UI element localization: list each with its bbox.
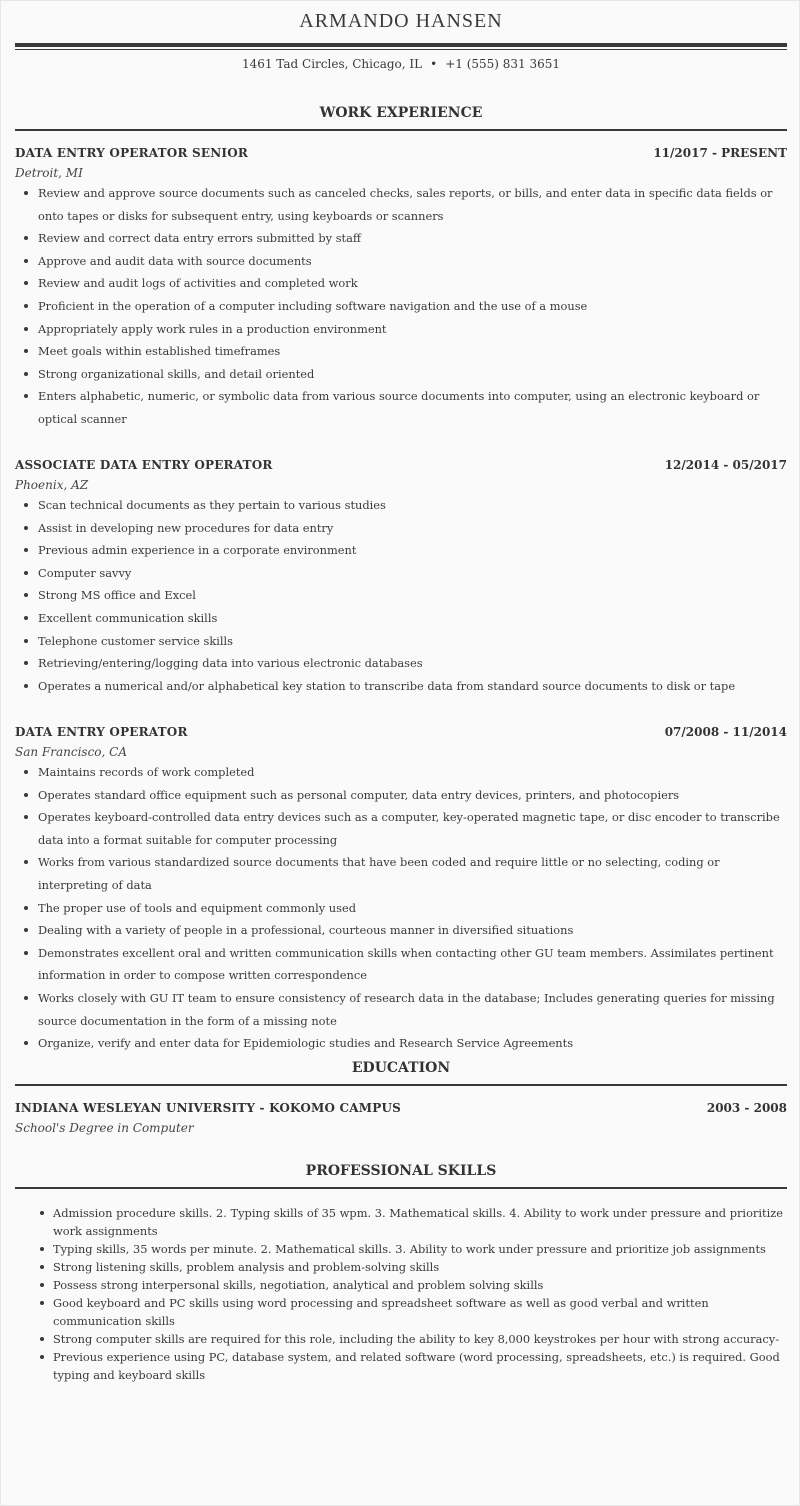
address: 1461 Tad Circles, Chicago, IL bbox=[241, 57, 423, 71]
job-bullet: Telephone customer service skills bbox=[15, 630, 787, 653]
candidate-name: ARMANDO HANSEN bbox=[299, 10, 503, 32]
job-entry bbox=[15, 725, 787, 1055]
skill-item: Strong computer skills are required for this role, including the ability to key 8,000 keystrokes per hour with strong accuracy- bbox=[15, 1330, 787, 1348]
job-bullet: Operates keyboard-controlled data entry devices such as a computer, key-operated magnetic tape, or disc encoder to transcribe data into a format suitable for computer processing bbox=[15, 806, 787, 851]
skill-item: Good keyboard and PC skills using word processing and spreadsheet software as well as good verbal and written communication skills bbox=[15, 1294, 787, 1330]
job-header bbox=[15, 725, 787, 743]
section-rule-work-experience bbox=[15, 129, 787, 131]
job-bullet: Strong MS office and Excel bbox=[15, 584, 787, 607]
job-entry bbox=[15, 458, 787, 697]
job-bullet: Retrieving/entering/logging data into various electronic databases bbox=[15, 652, 787, 675]
job-bullet: Computer savvy bbox=[15, 562, 787, 585]
job-bullet: Organize, verify and enter data for Epidemiologic studies and Research Service Agreements bbox=[15, 1032, 787, 1055]
job-bullet: Assist in developing new procedures for data entry bbox=[15, 517, 787, 540]
skill-item: Admission procedure skills. 2. Typing skills of 35 wpm. 3. Mathematical skills. 4. Ability to work under pressure and prioritize work assignments bbox=[15, 1204, 787, 1240]
job-dates: 11/2017 - PRESENT bbox=[653, 146, 787, 160]
job-dates: 07/2008 - 11/2014 bbox=[664, 725, 787, 739]
job-header bbox=[15, 458, 787, 476]
job-location: Phoenix, AZ bbox=[15, 478, 89, 492]
education-header bbox=[15, 1101, 787, 1119]
phone: +1 (555) 831 3651 bbox=[445, 57, 561, 71]
job-bullet: Review and approve source documents such as canceled checks, sales reports, or bills, and enter data in specific data fields or onto tapes or disks for subsequent entry, using keyboards or scanners bbox=[15, 182, 787, 227]
job-bullet: The proper use of tools and equipment commonly used bbox=[15, 897, 787, 920]
job-bullet: Works closely with GU IT team to ensure consistency of research data in the database; Includes generating queries for missing source documentation in the form of a missing note bbox=[15, 987, 787, 1032]
skills-block bbox=[15, 1204, 787, 1384]
job-bullet: Operates a numerical and/or alphabetical key station to transcribe data from standard source documents to disk or tape bbox=[15, 675, 787, 698]
skill-item: Typing skills, 35 words per minute. 2. Mathematical skills. 3. Ability to work under pressure and prioritize job assignments bbox=[15, 1240, 787, 1258]
job-header bbox=[15, 146, 787, 164]
job-bullet: Maintains records of work completed bbox=[15, 761, 787, 784]
job-bullet: Enters alphabetic, numeric, or symbolic data from various source documents into computer, using an electronic keyboard or optical scanner bbox=[15, 385, 787, 430]
job-bullet: Demonstrates excellent oral and written communication skills when contacting other GU team members. Assimilates pertinent information in order to compose written correspondence bbox=[15, 942, 787, 987]
skill-item: Strong listening skills, problem analysis and problem-solving skills bbox=[15, 1258, 787, 1276]
job-dates: 12/2014 - 05/2017 bbox=[664, 458, 787, 472]
separator-dot: • bbox=[430, 57, 438, 71]
job-bullet: Review and audit logs of activities and completed work bbox=[15, 272, 787, 295]
job-bullet: Appropriately apply work rules in a production environment bbox=[15, 318, 787, 341]
job-location: San Francisco, CA bbox=[15, 745, 128, 759]
section-title-professional-skills: PROFESSIONAL SKILLS bbox=[305, 1163, 497, 1179]
job-bullets bbox=[15, 182, 787, 431]
job-bullet: Scan technical documents as they pertain to various studies bbox=[15, 494, 787, 517]
job-bullet: Operates standard office equipment such as personal computer, data entry devices, printers, and photocopiers bbox=[15, 784, 787, 807]
job-bullet: Strong organizational skills, and detail oriented bbox=[15, 363, 787, 386]
job-entry bbox=[15, 146, 787, 431]
skill-item: Previous experience using PC, database system, and related software (word processing, spreadsheets, etc.) is required. Good typing and keyboard skills bbox=[15, 1348, 787, 1384]
job-bullets bbox=[15, 494, 787, 697]
section-title-work-experience: WORK EXPERIENCE bbox=[319, 105, 483, 121]
job-bullet: Proficient in the operation of a computer including software navigation and the use of a mouse bbox=[15, 295, 787, 318]
education-dates: 2003 - 2008 bbox=[706, 1101, 787, 1115]
job-bullets bbox=[15, 761, 787, 1055]
job-title: DATA ENTRY OPERATOR bbox=[15, 725, 188, 739]
header-rule-thin bbox=[15, 49, 787, 50]
section-rule-professional-skills bbox=[15, 1187, 787, 1189]
contact-line bbox=[1, 57, 800, 71]
school-name: INDIANA WESLEYAN UNIVERSITY - KOKOMO CAMPUS bbox=[15, 1101, 402, 1115]
degree: School's Degree in Computer bbox=[15, 1121, 194, 1135]
job-bullet: Works from various standardized source documents that have been coded and require little or no selecting, coding or interpreting of data bbox=[15, 851, 787, 896]
job-title: ASSOCIATE DATA ENTRY OPERATOR bbox=[15, 458, 273, 472]
skills-list bbox=[15, 1204, 787, 1384]
section-rule-education bbox=[15, 1084, 787, 1086]
job-bullet: Meet goals within established timeframes bbox=[15, 340, 787, 363]
job-bullet: Approve and audit data with source documents bbox=[15, 250, 787, 273]
skill-item: Possess strong interpersonal skills, negotiation, analytical and problem solving skills bbox=[15, 1276, 787, 1294]
education-entry bbox=[15, 1101, 787, 1137]
section-title-education: EDUCATION bbox=[351, 1060, 451, 1076]
job-bullet: Dealing with a variety of people in a professional, courteous manner in diversified situations bbox=[15, 919, 787, 942]
job-bullet: Excellent communication skills bbox=[15, 607, 787, 630]
job-bullet: Previous admin experience in a corporate environment bbox=[15, 539, 787, 562]
header-rule-thick bbox=[15, 43, 787, 47]
job-bullet: Review and correct data entry errors submitted by staff bbox=[15, 227, 787, 250]
job-title: DATA ENTRY OPERATOR SENIOR bbox=[15, 146, 249, 160]
job-location: Detroit, MI bbox=[15, 166, 83, 180]
